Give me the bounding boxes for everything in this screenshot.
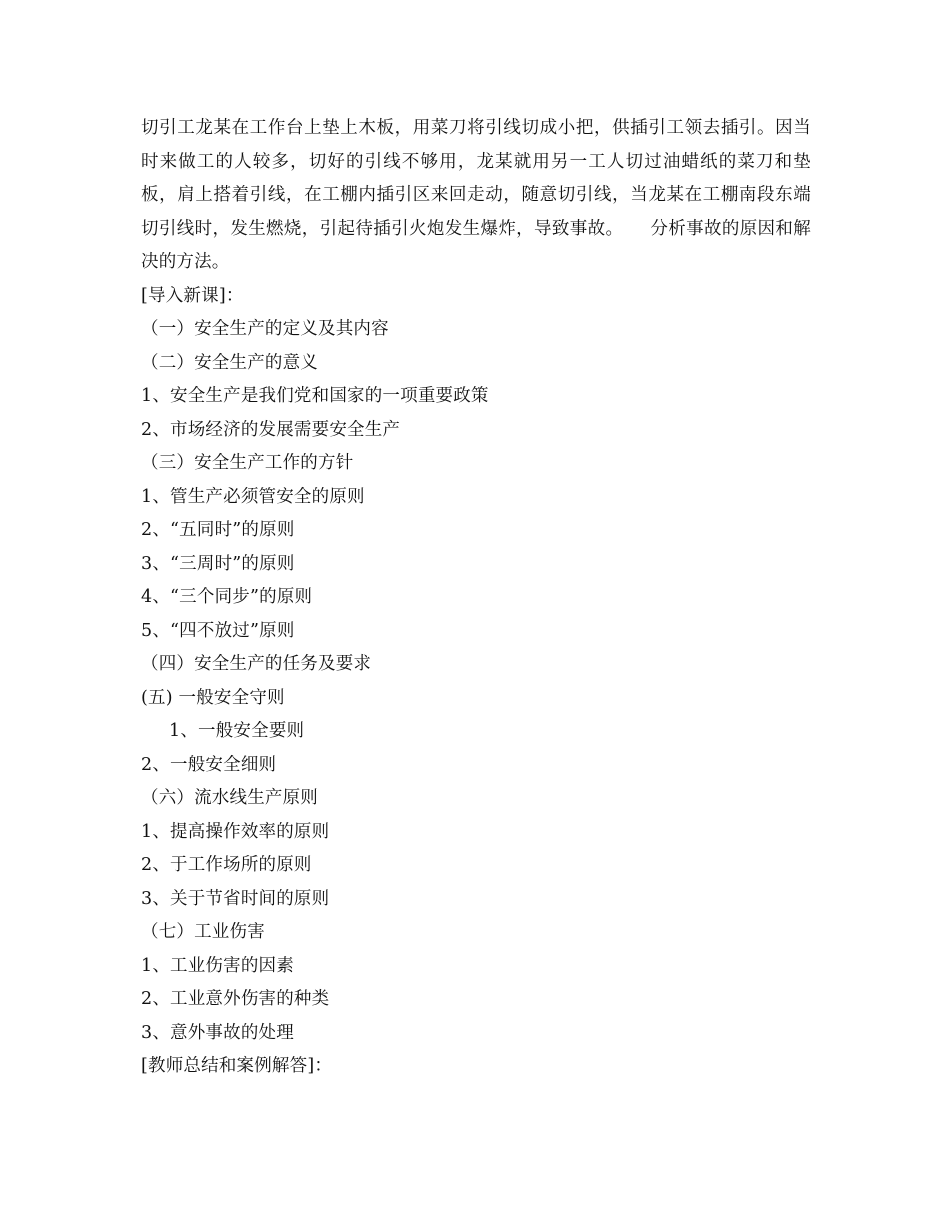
list-item: 3、关于节省时间的原则 xyxy=(141,888,330,909)
section-intro-new-lesson: [导入新课]： xyxy=(141,285,244,306)
list-item: 2、“五同时”的原则 xyxy=(141,520,295,540)
list-item: 1、工业伤害的因素 xyxy=(141,955,294,976)
list-item: 2、市场经济的发展需要安全生产 xyxy=(141,419,401,440)
heading-significance: （二）安全生产的意义 xyxy=(141,352,318,373)
document-body xyxy=(141,112,811,1084)
heading-industrial-injury: （七）工业伤害 xyxy=(141,922,265,942)
heading-definition: （一）安全生产的定义及其内容 xyxy=(141,319,389,339)
list-item: 2、于工作场所的原则 xyxy=(141,855,312,875)
heading-assembly-line: （六）流水线生产原则 xyxy=(141,788,318,808)
heading-general-rules: (五) 一般安全守则 xyxy=(141,687,285,708)
list-item: 3、意外事故的处理 xyxy=(141,1022,294,1043)
list-item: 2、一般安全细则 xyxy=(141,754,277,775)
list-item: 4、“三个同步”的原则 xyxy=(141,587,313,607)
list-item: 1、提高操作效率的原则 xyxy=(141,821,330,842)
section-teacher-summary: [教师总结和案例解答]： xyxy=(141,1056,333,1076)
list-item: 2、工业意外伤害的种类 xyxy=(141,989,330,1009)
intro-paragraph: 切引工龙某在工作台上垫上木板，用菜刀将引线切成小把，供插引工领去插引。因当时来做工的人较多，切好的引线不够用，龙某就用另一工人切过油蜡纸的菜刀和垫板，肩上搭着引线，在工棚内插引区来回走动，随意切引线，当龙某在工棚南段东端切引线时，发生燃烧，引起待插引火炮发生爆炸，导致事故。 分析事故的原因和解决的方法。 xyxy=(141,118,811,272)
list-item: 1、安全生产是我们党和国家的一项重要政策 xyxy=(141,386,489,406)
list-item: 5、“四不放过”原则 xyxy=(141,620,295,641)
list-item: 1、管生产必须管安全的原则 xyxy=(141,486,365,507)
list-item: 1、一般安全要则 xyxy=(169,721,305,741)
heading-tasks: （四）安全生产的任务及要求 xyxy=(141,654,372,674)
list-item: 3、“三周时”的原则 xyxy=(141,553,295,574)
heading-policy: （三）安全生产工作的方针 xyxy=(141,453,354,473)
